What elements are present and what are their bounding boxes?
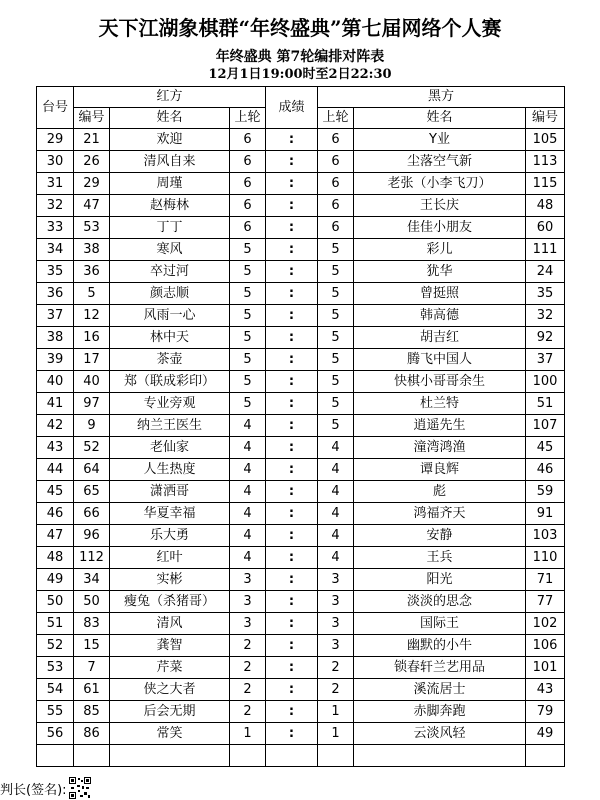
cell-black-number: 100 (526, 371, 565, 393)
cell-black-last-round: 4 (318, 525, 354, 547)
cell-red-number: 9 (74, 415, 110, 437)
cell-black-number: 105 (526, 129, 565, 151)
cell-black-name: 杜兰特 (354, 393, 526, 415)
cell-red-last-round: 3 (230, 613, 266, 635)
table-row (37, 701, 565, 723)
cell-score: : (266, 151, 318, 173)
pairing-table (36, 86, 565, 767)
cell-table-no: 34 (37, 239, 74, 261)
cell-red-last-round: 5 (230, 371, 266, 393)
cell-black-last-round: 6 (318, 195, 354, 217)
empty-row (37, 745, 565, 767)
cell-red-number: 96 (74, 525, 110, 547)
table-row (37, 217, 565, 239)
cell-red-number: 85 (74, 701, 110, 723)
cell-red-name: 龚智 (110, 635, 230, 657)
cell-black-last-round: 3 (318, 613, 354, 635)
cell-red-name: 茶壶 (110, 349, 230, 371)
cell-red-name: 老仙家 (110, 437, 230, 459)
cell-black-name: 安静 (354, 525, 526, 547)
cell-black-last-round: 3 (318, 635, 354, 657)
cell-black-last-round: 3 (318, 591, 354, 613)
table-row (37, 657, 565, 679)
empty-cell (230, 745, 266, 767)
empty-cell (37, 745, 74, 767)
table-row (37, 349, 565, 371)
empty-cell (526, 745, 565, 767)
cell-red-name: 清风 (110, 613, 230, 635)
cell-red-name: 纳兰王医生 (110, 415, 230, 437)
cell-red-name: 潇洒哥 (110, 481, 230, 503)
cell-black-number: 77 (526, 591, 565, 613)
cell-red-number: 7 (74, 657, 110, 679)
cell-red-number: 16 (74, 327, 110, 349)
cell-score: : (266, 701, 318, 723)
cell-red-last-round: 4 (230, 481, 266, 503)
cell-black-name: 曾挺照 (354, 283, 526, 305)
cell-red-number: 83 (74, 613, 110, 635)
cell-score: : (266, 283, 318, 305)
cell-red-name: 人生热度 (110, 459, 230, 481)
cell-black-name: 赤脚奔跑 (354, 701, 526, 723)
empty-cell (354, 745, 526, 767)
cell-black-number: 111 (526, 239, 565, 261)
cell-black-number: 35 (526, 283, 565, 305)
cell-black-last-round: 5 (318, 349, 354, 371)
cell-red-name: 颜志顺 (110, 283, 230, 305)
cell-red-number: 53 (74, 217, 110, 239)
cell-red-number: 86 (74, 723, 110, 745)
cell-black-last-round: 5 (318, 327, 354, 349)
cell-black-name: 尘落空气新 (354, 151, 526, 173)
cell-table-no: 56 (37, 723, 74, 745)
cell-red-name: 寒风 (110, 239, 230, 261)
cell-black-name: 锁春轩兰艺用品 (354, 657, 526, 679)
header-score: 成绩 (266, 87, 318, 129)
cell-table-no: 53 (37, 657, 74, 679)
cell-red-last-round: 5 (230, 283, 266, 305)
cell-black-last-round: 5 (318, 261, 354, 283)
cell-black-last-round: 5 (318, 283, 354, 305)
cell-red-name: 欢迎 (110, 129, 230, 151)
cell-red-name: 华夏幸福 (110, 503, 230, 525)
cell-table-no: 48 (37, 547, 74, 569)
table-row (37, 173, 565, 195)
cell-score: : (266, 437, 318, 459)
cell-score: : (266, 525, 318, 547)
cell-red-name: 郑（联成彩印） (110, 371, 230, 393)
cell-black-last-round: 5 (318, 239, 354, 261)
cell-score: : (266, 195, 318, 217)
cell-table-no: 51 (37, 613, 74, 635)
cell-red-last-round: 6 (230, 151, 266, 173)
cell-black-last-round: 4 (318, 547, 354, 569)
page-title: 天下江湖象棋群“年终盛典”第七届网络个人赛 (98, 16, 502, 40)
header-black-number: 编号 (526, 108, 565, 129)
cell-red-last-round: 3 (230, 569, 266, 591)
cell-black-number: 51 (526, 393, 565, 415)
cell-score: : (266, 371, 318, 393)
cell-black-last-round: 1 (318, 701, 354, 723)
cell-red-name: 实彬 (110, 569, 230, 591)
cell-table-no: 45 (37, 481, 74, 503)
cell-black-last-round: 2 (318, 657, 354, 679)
cell-red-number: 15 (74, 635, 110, 657)
cell-score: : (266, 613, 318, 635)
cell-black-last-round: 2 (318, 679, 354, 701)
cell-black-last-round: 5 (318, 305, 354, 327)
cell-red-number: 97 (74, 393, 110, 415)
cell-black-name: 幽默的小牛 (354, 635, 526, 657)
cell-table-no: 46 (37, 503, 74, 525)
cell-table-no: 38 (37, 327, 74, 349)
table-row (37, 261, 565, 283)
cell-red-name: 后会无期 (110, 701, 230, 723)
cell-score: : (266, 723, 318, 745)
header-black: 黑方 (318, 87, 565, 108)
cell-score: : (266, 481, 318, 503)
cell-red-name: 乐大勇 (110, 525, 230, 547)
cell-red-number: 12 (74, 305, 110, 327)
cell-red-name: 侠之大者 (110, 679, 230, 701)
cell-red-number: 34 (74, 569, 110, 591)
cell-black-name: 谭良辉 (354, 459, 526, 481)
signature-area (0, 776, 91, 800)
cell-black-number: 113 (526, 151, 565, 173)
cell-table-no: 35 (37, 261, 74, 283)
cell-table-no: 43 (37, 437, 74, 459)
table-row (37, 679, 565, 701)
table-row (37, 459, 565, 481)
table-row (37, 151, 565, 173)
cell-black-last-round: 6 (318, 173, 354, 195)
cell-black-name: 逍遥先生 (354, 415, 526, 437)
cell-red-last-round: 6 (230, 217, 266, 239)
cell-score: : (266, 393, 318, 415)
cell-black-name: 云淡风轻 (354, 723, 526, 745)
cell-black-last-round: 5 (318, 371, 354, 393)
cell-black-number: 71 (526, 569, 565, 591)
cell-black-number: 103 (526, 525, 565, 547)
cell-red-last-round: 6 (230, 195, 266, 217)
cell-black-name: 王兵 (354, 547, 526, 569)
cell-red-name: 卒过河 (110, 261, 230, 283)
empty-cell (318, 745, 354, 767)
cell-black-last-round: 6 (318, 151, 354, 173)
cell-red-number: 26 (74, 151, 110, 173)
cell-score: : (266, 129, 318, 151)
cell-score: : (266, 261, 318, 283)
cell-black-number: 107 (526, 415, 565, 437)
cell-table-no: 33 (37, 217, 74, 239)
cell-red-last-round: 5 (230, 261, 266, 283)
cell-red-last-round: 6 (230, 173, 266, 195)
cell-red-name: 常笑 (110, 723, 230, 745)
cell-red-last-round: 2 (230, 701, 266, 723)
cell-red-last-round: 4 (230, 503, 266, 525)
cell-table-no: 49 (37, 569, 74, 591)
table-row (37, 129, 565, 151)
cell-black-last-round: 4 (318, 503, 354, 525)
cell-red-last-round: 4 (230, 437, 266, 459)
cell-table-no: 54 (37, 679, 74, 701)
table-row (37, 305, 565, 327)
table-row (37, 437, 565, 459)
table-row (37, 503, 565, 525)
cell-score: : (266, 503, 318, 525)
cell-black-name: Y业 (354, 129, 526, 151)
header-black-last-round: 上轮 (318, 108, 354, 129)
cell-black-number: 46 (526, 459, 565, 481)
cell-red-number: 47 (74, 195, 110, 217)
cell-black-name: 王长庆 (354, 195, 526, 217)
cell-score: : (266, 217, 318, 239)
round-subtitle: 年终盛典 第7轮编排对阵表 (215, 49, 385, 65)
cell-black-name: 溪流居士 (354, 679, 526, 701)
cell-black-number: 106 (526, 635, 565, 657)
cell-score: : (266, 569, 318, 591)
cell-table-no: 50 (37, 591, 74, 613)
empty-cell (74, 745, 110, 767)
cell-red-number: 21 (74, 129, 110, 151)
cell-black-last-round: 5 (318, 393, 354, 415)
cell-table-no: 30 (37, 151, 74, 173)
cell-red-last-round: 5 (230, 305, 266, 327)
table-row (37, 569, 565, 591)
cell-black-number: 92 (526, 327, 565, 349)
cell-red-last-round: 4 (230, 525, 266, 547)
cell-score: : (266, 459, 318, 481)
table-row (37, 635, 565, 657)
cell-black-name: 鸿福齐天 (354, 503, 526, 525)
cell-score: : (266, 635, 318, 657)
table-row (37, 723, 565, 745)
cell-score: : (266, 679, 318, 701)
cell-black-number: 37 (526, 349, 565, 371)
cell-black-last-round: 4 (318, 437, 354, 459)
cell-table-no: 36 (37, 283, 74, 305)
cell-red-name: 风雨一心 (110, 305, 230, 327)
cell-red-number: 36 (74, 261, 110, 283)
cell-black-number: 91 (526, 503, 565, 525)
cell-score: : (266, 591, 318, 613)
cell-black-name: 老张（小李飞刀） (354, 173, 526, 195)
signature-label: 判长(签名): (0, 782, 67, 798)
qr-code-icon (69, 777, 91, 799)
cell-table-no: 47 (37, 525, 74, 547)
cell-score: : (266, 327, 318, 349)
cell-red-last-round: 1 (230, 723, 266, 745)
cell-black-last-round: 4 (318, 459, 354, 481)
cell-black-number: 59 (526, 481, 565, 503)
table-row (37, 591, 565, 613)
cell-black-name: 潼湾鸿渔 (354, 437, 526, 459)
cell-black-name: 韩高德 (354, 305, 526, 327)
cell-red-last-round: 4 (230, 415, 266, 437)
cell-red-name: 周瑾 (110, 173, 230, 195)
header-red: 红方 (74, 87, 266, 108)
table-row (37, 613, 565, 635)
cell-black-name: 佳佳小朋友 (354, 217, 526, 239)
cell-table-no: 52 (37, 635, 74, 657)
cell-black-name: 彩儿 (354, 239, 526, 261)
table-row (37, 327, 565, 349)
table-row (37, 393, 565, 415)
cell-red-last-round: 4 (230, 547, 266, 569)
table-row (37, 525, 565, 547)
cell-black-number: 24 (526, 261, 565, 283)
table-row (37, 415, 565, 437)
cell-score: : (266, 415, 318, 437)
cell-black-name: 淡淡的思念 (354, 591, 526, 613)
cell-red-name: 林中天 (110, 327, 230, 349)
cell-red-number: 40 (74, 371, 110, 393)
cell-black-number: 110 (526, 547, 565, 569)
cell-red-number: 66 (74, 503, 110, 525)
cell-black-name: 国际王 (354, 613, 526, 635)
cell-black-last-round: 3 (318, 569, 354, 591)
cell-red-number: 112 (74, 547, 110, 569)
cell-red-name: 红叶 (110, 547, 230, 569)
cell-table-no: 41 (37, 393, 74, 415)
header-red-last-round: 上轮 (230, 108, 266, 129)
cell-black-number: 32 (526, 305, 565, 327)
cell-black-name: 犹华 (354, 261, 526, 283)
table-row (37, 239, 565, 261)
time-range: 12月1日19:00时至2日22:30 (208, 67, 392, 82)
table-row (37, 371, 565, 393)
cell-red-name: 赵梅林 (110, 195, 230, 217)
cell-black-name: 彪 (354, 481, 526, 503)
header-red-number: 编号 (74, 108, 110, 129)
empty-cell (110, 745, 230, 767)
cell-red-name: 专业旁观 (110, 393, 230, 415)
cell-black-last-round: 1 (318, 723, 354, 745)
cell-black-last-round: 4 (318, 481, 354, 503)
header-row-top (37, 87, 565, 108)
cell-table-no: 44 (37, 459, 74, 481)
cell-score: : (266, 305, 318, 327)
cell-red-last-round: 5 (230, 349, 266, 371)
cell-red-number: 29 (74, 173, 110, 195)
cell-black-last-round: 6 (318, 129, 354, 151)
cell-table-no: 32 (37, 195, 74, 217)
cell-red-last-round: 6 (230, 129, 266, 151)
cell-red-last-round: 5 (230, 327, 266, 349)
cell-table-no: 29 (37, 129, 74, 151)
cell-red-name: 丁丁 (110, 217, 230, 239)
table-row (37, 283, 565, 305)
cell-red-name: 清风自来 (110, 151, 230, 173)
cell-red-last-round: 5 (230, 239, 266, 261)
cell-black-number: 45 (526, 437, 565, 459)
cell-score: : (266, 173, 318, 195)
cell-red-number: 17 (74, 349, 110, 371)
cell-red-number: 50 (74, 591, 110, 613)
cell-red-name: 芹菜 (110, 657, 230, 679)
empty-cell (266, 745, 318, 767)
cell-red-number: 38 (74, 239, 110, 261)
cell-black-number: 101 (526, 657, 565, 679)
cell-black-last-round: 5 (318, 415, 354, 437)
header-red-name: 姓名 (110, 108, 230, 129)
cell-red-number: 52 (74, 437, 110, 459)
cell-black-number: 49 (526, 723, 565, 745)
cell-black-number: 79 (526, 701, 565, 723)
cell-red-number: 61 (74, 679, 110, 701)
header-black-name: 姓名 (354, 108, 526, 129)
cell-red-last-round: 2 (230, 657, 266, 679)
cell-red-last-round: 4 (230, 459, 266, 481)
cell-red-last-round: 3 (230, 591, 266, 613)
pairing-rows (37, 129, 565, 767)
cell-black-number: 60 (526, 217, 565, 239)
cell-red-number: 65 (74, 481, 110, 503)
cell-red-last-round: 5 (230, 393, 266, 415)
cell-table-no: 55 (37, 701, 74, 723)
table-row (37, 481, 565, 503)
cell-score: : (266, 547, 318, 569)
cell-score: : (266, 349, 318, 371)
cell-black-number: 43 (526, 679, 565, 701)
cell-black-name: 腾飞中国人 (354, 349, 526, 371)
cell-black-name: 胡吉红 (354, 327, 526, 349)
cell-table-no: 39 (37, 349, 74, 371)
cell-red-number: 5 (74, 283, 110, 305)
cell-red-last-round: 2 (230, 679, 266, 701)
cell-black-name: 快棋小哥哥余生 (354, 371, 526, 393)
cell-score: : (266, 657, 318, 679)
cell-table-no: 42 (37, 415, 74, 437)
cell-red-last-round: 2 (230, 635, 266, 657)
cell-red-name: 瘦兔（杀猪哥） (110, 591, 230, 613)
cell-score: : (266, 239, 318, 261)
table-row (37, 195, 565, 217)
cell-table-no: 40 (37, 371, 74, 393)
cell-table-no: 31 (37, 173, 74, 195)
cell-black-number: 102 (526, 613, 565, 635)
table-row (37, 547, 565, 569)
cell-table-no: 37 (37, 305, 74, 327)
cell-black-last-round: 6 (318, 217, 354, 239)
cell-red-number: 64 (74, 459, 110, 481)
header-table-no: 台号 (37, 87, 74, 129)
cell-black-name: 阳光 (354, 569, 526, 591)
cell-black-number: 115 (526, 173, 565, 195)
cell-black-number: 48 (526, 195, 565, 217)
